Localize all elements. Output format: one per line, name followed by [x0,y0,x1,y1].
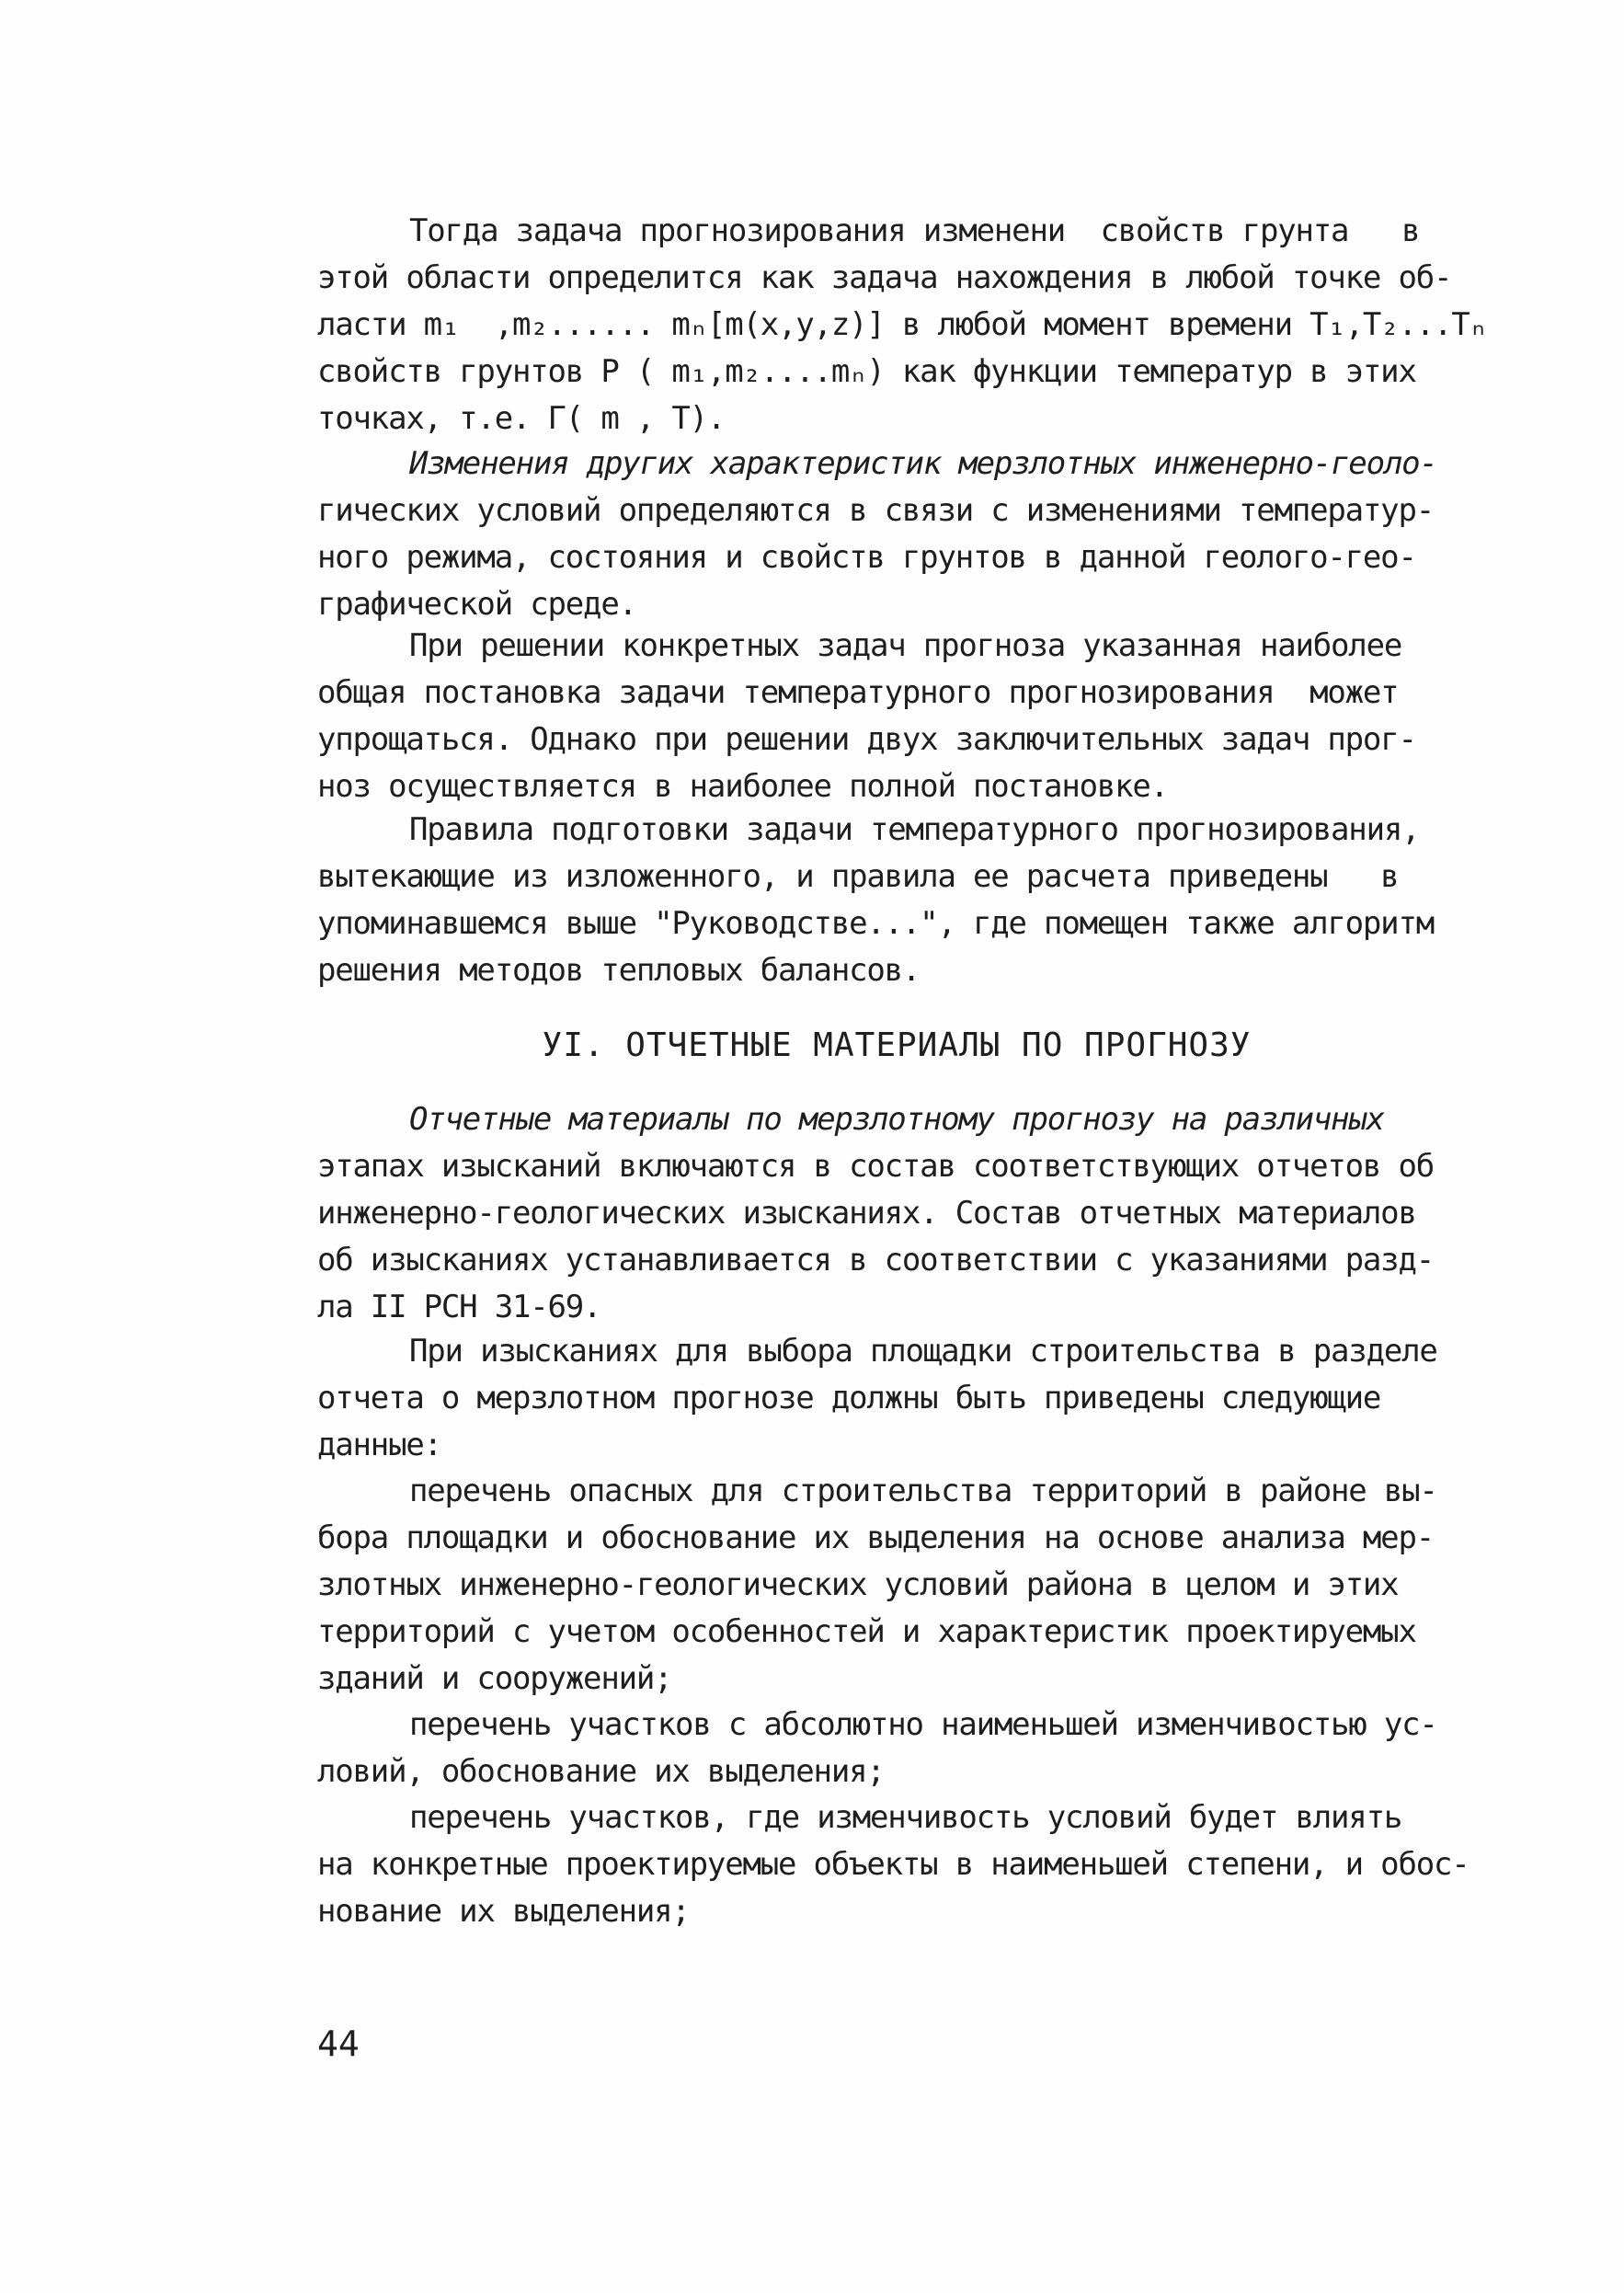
text-line: гических условий определяются в связи с изменениями температур- [317,492,1434,529]
text-line: инженерно-геологических изысканиях. Состав отчетных материалов [317,1195,1416,1232]
text-line: графической среде. [317,586,636,623]
text-line: перечень опасных для строительства территорий в районе вы- [409,1473,1437,1509]
text-line: данные: [317,1427,441,1463]
text-line: Изменения других характеристик мерзлотных инженерно-геоло- [409,445,1437,482]
text-line: злотных инженерно-геологических условий района в целом и этих [317,1566,1399,1603]
text-line: этой области определится как задача нахождения в любой точке об- [317,259,1452,296]
text-line: ловий, обоснование их выделения; [317,1753,885,1790]
paragraph-7 [317,1468,1476,1703]
text-line: этапах изысканий включаются в состав соответствующих отчетов об [317,1148,1434,1185]
text-line: общая постановка задачи температурного прогнозирования может [317,674,1399,711]
page-number: 44 [317,2024,360,2064]
paragraph-5 [317,1096,1476,1331]
text-line: Отчетные материалы по мерзлотному прогнозу на различных [409,1101,1384,1138]
paragraph-1 [317,208,1487,442]
text-line: об изысканиях устанавливается в соответствии с указаниями разд- [317,1242,1434,1278]
paragraph-2 [317,441,1476,628]
text-line: отчета о мерзлотном прогнозе должны быть приведены следующие [317,1380,1381,1416]
text-line: ного режима, состояния и свойств грунтов в данной геолого-гео- [317,539,1416,576]
text-line: решения методов тепловых балансов. [317,952,921,989]
text-line: вытекающие из изложенного, и правила ее расчета приведены в [317,858,1399,895]
text-line: При изысканиях для выбора площадки строительства в разделе [409,1333,1437,1370]
text-line: зданий и сооружений; [317,1660,672,1697]
text-line: территорий с учетом особенностей и характеристик проектируемых [317,1613,1416,1650]
text-line: Правила подготовки задачи температурного прогнозирования, [409,811,1420,848]
paragraph-8 [317,1702,1476,1795]
text-line: Тогда задача прогнозирования изменени свойств грунта в [409,212,1420,249]
text-line: перечень участков с абсолютно наименьшей изменчивостью ус- [409,1706,1437,1743]
paragraph-9 [317,1794,1476,1935]
text-line: точках, т.е. Г( m , T). [317,400,726,437]
text-line: упоминавшемся выше "Руководстве...", где помещен также алгоритм [317,905,1434,942]
text-line: свойств грунтов Р ( m₁,m₂....mₙ) как функции температур в этих [317,353,1416,390]
text-line: нование их выделения; [317,1893,690,1930]
paragraph-6 [317,1328,1476,1469]
paragraph-4 [317,807,1476,994]
paragraph-3 [317,623,1476,810]
text-line: бора площадки и обоснование их выделения на основе анализа мер- [317,1519,1434,1556]
section-heading: УI. ОТЧЕТНЫЕ МАТЕРИАЛЫ ПО ПРОГНОЗУ [542,1026,1252,1064]
text-line: перечень участков, где изменчивость условий будет влиять [409,1799,1402,1836]
text-line: При решении конкретных задач прогноза указанная наиболее [409,627,1402,664]
text-line: на конкретные проектируемые объекты в наименьшей степени, и обос- [317,1846,1470,1883]
text-line: ноз осуществляется в наиболее полной постановке. [317,768,1168,805]
text-line: упрощаться. Однако при решении двух заключительных задач прог- [317,721,1416,758]
text-line: ла II РСН 31-69. [317,1289,601,1325]
text-line: ласти m₁ ,m₂...... mₙ[m(x,y,z)] в любой момент времени T₁,T₂...Tₙ [317,306,1487,343]
